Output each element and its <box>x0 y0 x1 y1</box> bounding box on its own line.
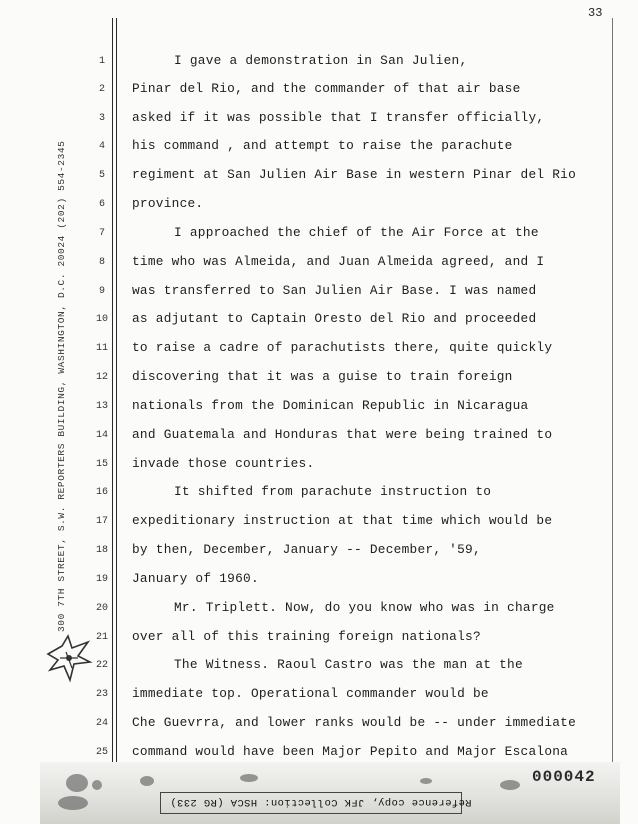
line-number: 18 <box>95 545 108 556</box>
line-number: 15 <box>95 459 108 470</box>
line-number: 20 <box>95 603 108 614</box>
scan-speckle <box>92 780 102 790</box>
line-number: 22 <box>95 660 108 671</box>
transcript-line: immediate top. Operational commander would be <box>132 686 489 701</box>
line-number: 23 <box>95 689 108 700</box>
line-number: 12 <box>95 372 108 383</box>
line-number: 24 <box>95 718 108 729</box>
scan-speckle <box>500 780 520 790</box>
right-margin-rule <box>612 18 613 788</box>
scan-speckle <box>66 774 88 792</box>
line-number: 2 <box>98 84 105 95</box>
transcript-line: I gave a demonstration in San Julien, <box>174 53 468 68</box>
line-number: 14 <box>95 430 108 441</box>
line-number: 16 <box>95 487 108 498</box>
transcript-line: was transferred to San Julien Air Base. I was named <box>132 283 537 298</box>
transcript-line: January of 1960. <box>132 571 259 586</box>
transcript-line: I approached the chief of the Air Force at the <box>174 225 539 240</box>
transcript-line: regiment at San Julien Air Base in western Pinar del Rio <box>132 167 577 182</box>
line-number: 4 <box>98 141 105 152</box>
line-number: 10 <box>95 314 108 325</box>
transcript-line: expeditionary instruction at that time which would be <box>132 513 553 528</box>
scan-speckle <box>58 796 88 810</box>
transcript-line: Mr. Triplett. Now, do you know who was in charge <box>174 600 555 615</box>
margin-rule-inner <box>116 18 117 788</box>
transcript-line: over all of this training foreign nationals? <box>132 629 481 644</box>
transcript-line: as adjutant to Captain Oresto del Rio and proceeded <box>132 311 537 326</box>
transcript-line: nationals from the Dominican Republic in Nicaragua <box>132 398 529 413</box>
eagle-emblem-icon <box>44 632 94 688</box>
scan-speckle <box>140 776 154 786</box>
line-number: 6 <box>98 199 105 210</box>
line-number: 21 <box>95 632 108 643</box>
transcript-line: discovering that it was a guise to train foreign <box>132 369 513 384</box>
transcript-line: his command , and attempt to raise the parachute <box>132 138 513 153</box>
transcript-line: Pinar del Rio, and the commander of that air base <box>132 81 521 96</box>
transcript-line: to raise a cadre of parachutists there, quite quickly <box>132 340 553 355</box>
transcript-line: command would have been Major Pepito and Major Escalona <box>132 744 569 759</box>
line-number: 7 <box>98 228 105 239</box>
scan-speckle <box>240 774 258 782</box>
document-id: 000042 <box>532 768 596 786</box>
line-number: 8 <box>98 257 105 268</box>
margin-rule <box>112 18 113 788</box>
transcript-line: invade those countries. <box>132 456 315 471</box>
reference-stamp: Reference copy, JFK Collection: HSCA (RG 233) <box>170 796 472 808</box>
reporter-address: 300 7TH STREET, S.W. REPORTERS BUILDING, WASHINGTON, D.C. 20024 (202) 554-2345 <box>56 140 67 632</box>
line-number: 11 <box>95 343 108 354</box>
line-number: 9 <box>98 286 105 297</box>
transcript-line: province. <box>132 196 204 211</box>
line-number: 3 <box>98 113 105 124</box>
transcript-line: It shifted from parachute instruction to <box>174 484 492 499</box>
line-number: 25 <box>95 747 108 758</box>
transcript-line: time who was Almeida, and Juan Almeida agreed, and I <box>132 254 545 269</box>
transcript-line: The Witness. Raoul Castro was the man at the <box>174 657 523 672</box>
line-number: 17 <box>95 516 108 527</box>
transcript-line: by then, December, January -- December, '59, <box>132 542 481 557</box>
scan-speckle <box>420 778 432 784</box>
line-number: 5 <box>98 170 105 181</box>
transcript-line: asked if it was possible that I transfer officially, <box>132 110 545 125</box>
line-number: 19 <box>95 574 108 585</box>
page-number: 33 <box>588 6 603 20</box>
transcript-line: and Guatemala and Honduras that were being trained to <box>132 427 553 442</box>
line-number: 1 <box>98 56 105 67</box>
line-number: 13 <box>95 401 108 412</box>
transcript-line: Che Guevrra, and lower ranks would be -- under immediate <box>132 715 577 730</box>
